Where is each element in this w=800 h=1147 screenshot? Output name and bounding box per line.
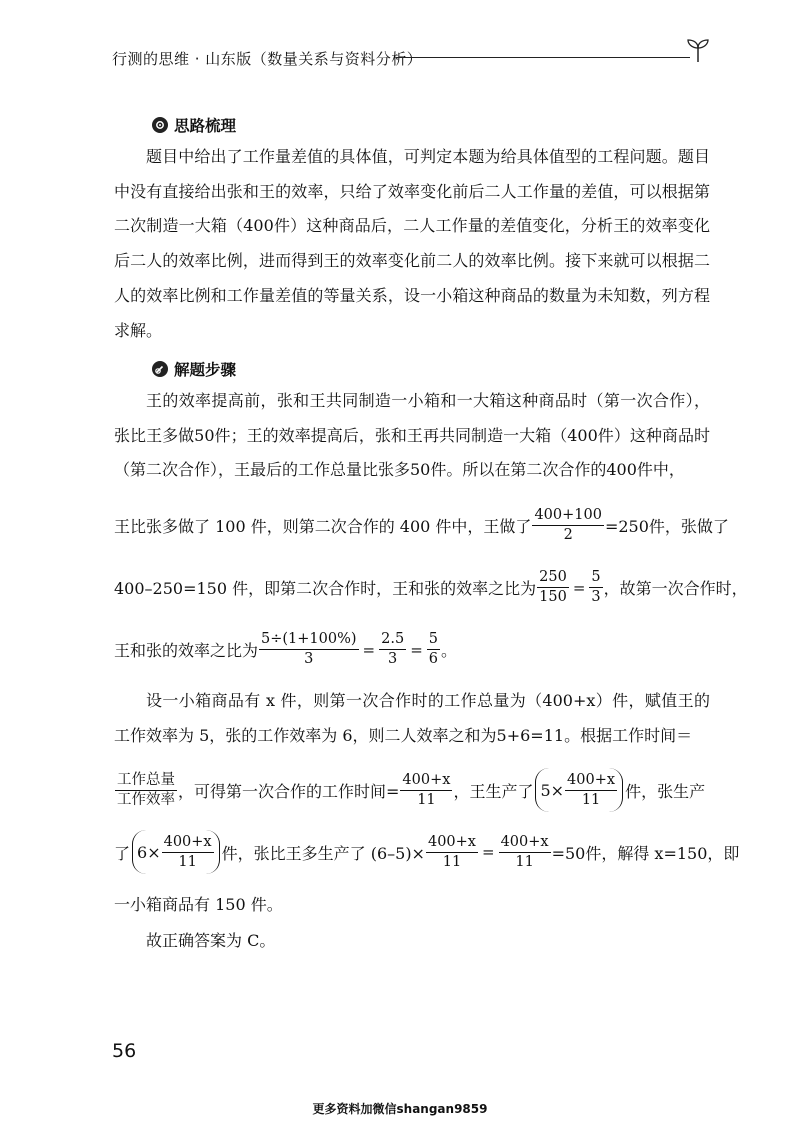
fraction (499, 833, 551, 872)
numerator: 400+x (162, 833, 214, 853)
gear-icon (152, 117, 168, 133)
fraction (115, 771, 177, 810)
text: 400–250=150 件，即第二次合作时，王和张的效率之比为 (114, 579, 537, 598)
equation-line-9 (114, 768, 714, 812)
denominator: 11 (581, 791, 601, 808)
equation-line-10 (114, 830, 740, 874)
numerator: 2.5 (379, 630, 406, 650)
denominator: 3 (304, 651, 314, 667)
text: ，故第一次合作时， (603, 579, 748, 598)
coefficient: 6× (137, 842, 161, 862)
fraction (162, 833, 214, 872)
coefficient: 5× (540, 780, 565, 800)
denominator: 3 (591, 589, 601, 605)
fraction (427, 630, 440, 669)
numerator: 5÷(1+100%) (259, 630, 359, 650)
denominator: 工作效率 (117, 791, 175, 808)
section-title-steps (152, 358, 236, 380)
text: ，王生产了 (453, 781, 534, 801)
denominator: 11 (442, 853, 462, 870)
conclusion-line: 一小箱商品有 150 件。 (114, 895, 283, 914)
text: =250件，张做了 (604, 517, 729, 536)
steps-paragraph-2: 设一小箱商品有 x 件，则第一次合作时的工作总量为（400+x）件，赋值王的工作效率为 5，张的工作效率为 6，则二人效率之和为5+6=11。根据工作时间＝ (114, 691, 710, 745)
numerator: 5 (589, 568, 602, 588)
header-title: 行测的思维 · 山东版（数量关系与资料分析） (112, 50, 423, 68)
text: 件，张比王多生产了 (6–5)× (221, 843, 425, 863)
steps-paragraph-1: 王的效率提高前，张和王共同制造一小箱和一大箱这种商品时（第一次合作），张比王多做50件；王的效率提高后，张和王再共同制造一大箱（400件）这种商品时（第二次合作），王最后的工作总量比张多50件。所以在第二次合作的400件中， (114, 391, 710, 480)
parenthesis-group (535, 768, 623, 812)
running-header (112, 44, 712, 74)
sprout-icon (684, 36, 712, 64)
fraction (259, 630, 359, 669)
section-title-text: 解题步骤 (174, 361, 237, 379)
equals-sign: = (410, 640, 423, 659)
denominator: 3 (388, 651, 398, 667)
numerator: 5 (427, 630, 440, 650)
denominator: 2 (563, 527, 573, 543)
parenthesis-group (132, 830, 220, 874)
text: 了 (114, 843, 131, 863)
text: ，可得第一次合作的工作时间= (178, 781, 400, 801)
equation-line-4 (114, 506, 729, 545)
fraction (400, 771, 452, 810)
numerator: 400+100 (532, 506, 604, 526)
denominator: 11 (515, 853, 534, 870)
equation-line-5 (114, 568, 748, 607)
denominator: 6 (428, 651, 438, 667)
numerator: 400+x (426, 833, 478, 853)
numerator: 400+x (565, 771, 617, 791)
equation-line-6 (114, 630, 714, 669)
text: 。 (441, 641, 458, 660)
text: 件，张生产 (625, 781, 706, 801)
equals-sign: = (572, 578, 586, 597)
denominator: 150 (539, 589, 567, 605)
section-title-analysis (152, 114, 236, 136)
fraction (532, 506, 604, 545)
denominator: 11 (417, 791, 436, 808)
numerator: 400+x (499, 833, 551, 853)
answer-line: 故正确答案为 C。 (146, 931, 276, 950)
pen-icon (152, 361, 168, 377)
fraction (589, 568, 602, 607)
fraction (379, 630, 406, 669)
section-title-text: 思路梳理 (174, 117, 237, 135)
analysis-paragraph: 题目中给出了工作量差值的具体值，可判定本题为给具体值型的工程问题。题目中没有直接给出张和王的效率，只给了效率变化前后二人工作量的差值，可以根据第二次制造一大箱（400件）这种商品后，二人工作量的差值变化，分析王的效率变化后二人的效率比例，进而得到王的效率变化前二人的效率比例。接下来就可以根据二人的效率比例和工作量差值的等量关系，设一小箱这种商品的数量为未知数，列方程求解。 (114, 147, 710, 340)
numerator: 250 (537, 568, 569, 588)
denominator: 11 (178, 853, 197, 870)
text: 王比张多做了 100 件，则第二次合作的 400 件中，王做了 (114, 517, 532, 536)
numerator: 工作总量 (115, 771, 177, 791)
text: =50件，解得 x=150，即 (551, 843, 740, 863)
equals-sign: = (481, 843, 495, 861)
fraction (537, 568, 569, 607)
equals-sign: = (362, 640, 376, 659)
text: 王和张的效率之比为 (114, 641, 259, 660)
header-rule (396, 57, 690, 58)
page-number: 56 (112, 1040, 137, 1062)
footer-watermark: 更多资料加微信shangan9859 (312, 1102, 488, 1116)
fraction (426, 833, 478, 872)
fraction (565, 771, 617, 810)
numerator: 400+x (400, 771, 452, 791)
